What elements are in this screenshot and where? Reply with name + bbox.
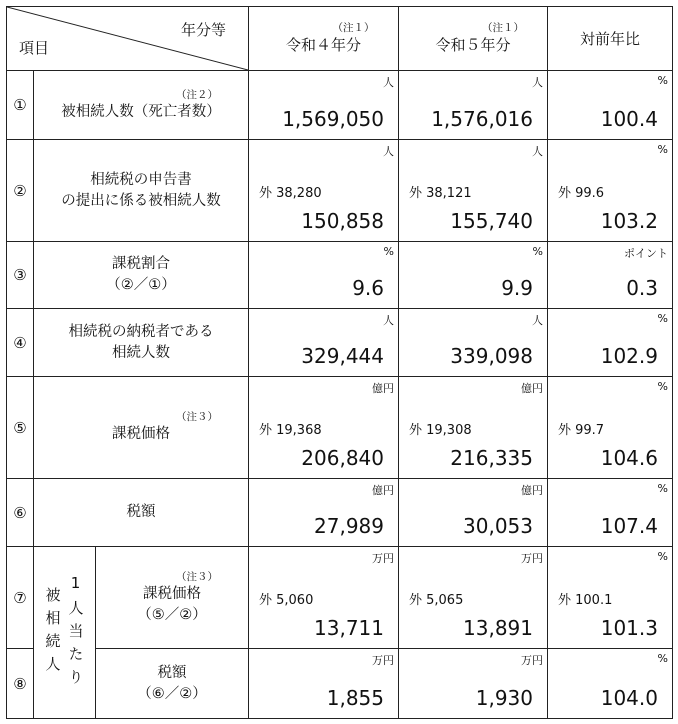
row-label: [34, 479, 249, 547]
value: 9.9: [501, 276, 533, 300]
value-cell: [548, 649, 673, 719]
header-row: [7, 7, 673, 71]
corner-header: [7, 7, 249, 71]
outer-value: 外 5,060: [259, 593, 314, 609]
row-number: ①: [7, 71, 34, 140]
outer-value: 外 100.1: [558, 593, 613, 609]
unit: %: [657, 312, 668, 325]
row-number: ⑧: [7, 649, 34, 719]
note: （注２）: [176, 88, 218, 101]
unit: %: [657, 74, 668, 87]
value-cell: [548, 242, 673, 309]
value-cell: [399, 71, 548, 140]
value-cell: [249, 309, 399, 377]
value-cell: [548, 71, 673, 140]
value-cell: [548, 309, 673, 377]
value: 30,053: [463, 514, 533, 538]
row-label: [96, 547, 249, 649]
row-number: ②: [7, 140, 34, 242]
label-text: 被相続人数（死亡者数）: [61, 103, 221, 120]
value-cell: [548, 140, 673, 242]
unit: ポイント: [624, 247, 668, 260]
value: 150,858: [301, 209, 384, 233]
note: （注１）: [332, 22, 375, 34]
row-number: ④: [7, 309, 34, 377]
unit: 万円: [372, 654, 394, 667]
value: 101.3: [600, 616, 658, 640]
value-cell: [548, 377, 673, 479]
inheritance-tax-table: [6, 6, 673, 719]
value-cell: [249, 242, 399, 309]
label-text: 税額 （⑥／②）: [137, 664, 207, 702]
value-cell: [548, 547, 673, 649]
unit: %: [383, 245, 394, 258]
unit: %: [532, 245, 543, 258]
row-number: ⑦: [7, 547, 34, 649]
unit: 万円: [372, 552, 394, 565]
value-cell: [399, 377, 548, 479]
col-label: 対前年比: [579, 30, 640, 48]
unit: 億円: [521, 382, 543, 395]
row-number: ⑥: [7, 479, 34, 547]
value-cell: [548, 479, 673, 547]
value: 155,740: [450, 209, 533, 233]
outer-value: 外 19,308: [409, 423, 472, 439]
value-cell: [399, 309, 548, 377]
row-number: ⑤: [7, 377, 34, 479]
unit: %: [657, 482, 668, 495]
note: （注３）: [176, 570, 218, 583]
unit: %: [657, 380, 668, 393]
value: 102.9: [600, 344, 658, 368]
value: 13,711: [314, 616, 384, 640]
unit: %: [657, 143, 668, 156]
table-row: [7, 242, 673, 309]
value: 107.4: [600, 514, 658, 538]
unit: 人: [383, 76, 394, 89]
value-cell: [249, 479, 399, 547]
unit: 万円: [521, 654, 543, 667]
row-label: [34, 71, 249, 140]
value: 1,569,050: [282, 107, 384, 131]
unit: 人: [383, 314, 394, 327]
unit: 億円: [372, 382, 394, 395]
value-cell: [399, 547, 548, 649]
outer-value: 外 99.6: [558, 186, 605, 202]
value-cell: [249, 140, 399, 242]
note: （注３）: [176, 411, 218, 423]
unit: 人: [532, 314, 543, 327]
note: （注１）: [482, 22, 524, 34]
unit: 億円: [372, 484, 394, 497]
value-cell: [399, 140, 548, 242]
label-text: 相続税の申告書 の提出に係る被相続人数: [61, 171, 221, 209]
value: 27,989: [314, 514, 384, 538]
corner-top-label: 年分等: [180, 21, 226, 39]
label-text: 課税割合 （②／①）: [106, 256, 176, 293]
value-cell: [249, 71, 399, 140]
label-text: 税額: [126, 504, 156, 520]
unit: %: [657, 652, 668, 665]
value: 104.0: [600, 686, 658, 710]
label-text: 課税価格: [112, 426, 170, 442]
col-label: 令和４年分: [285, 36, 361, 54]
value: 1,855: [326, 686, 384, 710]
value-cell: [249, 649, 399, 719]
table-row: [7, 140, 673, 242]
group-label-1: 被相続人: [43, 586, 62, 679]
table-row: [7, 71, 673, 140]
per-person-group: [34, 547, 96, 719]
value-cell: [249, 547, 399, 649]
value-cell: [399, 242, 548, 309]
outer-value: 外 5,065: [409, 593, 464, 609]
unit: 人: [383, 145, 394, 158]
header-col3: [548, 7, 673, 71]
label-text: 相続税の納税者である 相続人数: [68, 323, 214, 361]
header-col2: [399, 7, 548, 71]
value: 216,335: [450, 446, 533, 470]
table-row: [7, 309, 673, 377]
unit: 万円: [521, 552, 543, 565]
value: 329,444: [301, 344, 384, 368]
table-row: [7, 377, 673, 479]
row-label: [96, 649, 249, 719]
unit: 人: [532, 145, 543, 158]
value-cell: [399, 479, 548, 547]
outer-value: 外 19,368: [259, 423, 322, 439]
unit: 人: [532, 76, 543, 89]
value: 206,840: [301, 446, 384, 470]
value: 103.2: [600, 209, 658, 233]
header-col1: [249, 7, 399, 71]
value-cell: [249, 377, 399, 479]
row-label: [34, 309, 249, 377]
value: 1,930: [475, 686, 533, 710]
value: 339,098: [450, 344, 533, 368]
row-label: [34, 242, 249, 309]
group-label-2: 1人当たり: [66, 573, 85, 692]
row-label: [34, 140, 249, 242]
col-label: 令和５年分: [435, 36, 511, 54]
row-label: [34, 377, 249, 479]
unit: %: [657, 550, 668, 563]
outer-value: 外 38,121: [409, 186, 472, 202]
value-cell: [399, 649, 548, 719]
value: 0.3: [626, 276, 658, 300]
outer-value: 外 38,280: [259, 186, 322, 202]
value: 104.6: [600, 446, 658, 470]
value: 9.6: [352, 276, 384, 300]
corner-bottom-label: 項目: [19, 39, 50, 57]
row-number: ③: [7, 242, 34, 309]
outer-value: 外 99.7: [558, 423, 605, 439]
table-row: [7, 547, 673, 649]
value: 13,891: [463, 616, 533, 640]
unit: 億円: [521, 484, 543, 497]
table-row: [7, 649, 673, 719]
label-text: 課税価格 （⑤／②）: [137, 585, 207, 623]
value: 100.4: [600, 107, 658, 131]
table-row: [7, 479, 673, 547]
value: 1,576,016: [431, 107, 533, 131]
